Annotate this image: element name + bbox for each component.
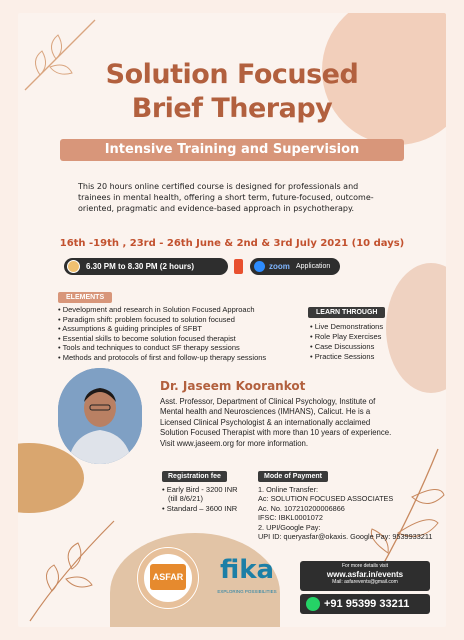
payment-line: 2. UPI/Google Pay: [258,522,321,532]
decorative-blob-right [386,263,446,393]
contact-website[interactable]: www.asfar.in/events [326,570,404,579]
contact-intro: For more details visit [341,563,389,569]
list-item: • Tools and techniques to conduct SF therapy sessions [58,343,306,353]
list-item: • Essential skills to become solution focused therapist [58,334,306,344]
course-description: This 20 hours online certified course is designed for professionals and trainees in mental health, offering a short term, future-focused, outcome-oriented, pragmatic and evidence-based approach in psychotherapy. [78,182,374,213]
session-time-text: 6.30 PM to 8.30 PM (2 hours) [86,262,195,271]
session-time [64,258,228,275]
list-item: • Role Play Exercises [310,332,383,342]
fika-logo-wordmark: fika [219,555,275,585]
contact-phone[interactable] [300,594,430,614]
speaker-name: Dr. Jaseem Koorankot [160,379,306,393]
course-title-line2: Brief Therapy [131,93,333,124]
payment-line: 1. Online Transfer: [258,485,319,494]
contact-phone-number: +91 95399 33211 [324,598,410,610]
contact-box [300,561,430,591]
list-item: • Paradigm shift: problem focused to solution focused [58,315,306,325]
zoom-camera-icon [254,261,265,272]
list-item: • Methods and protocols of first and follow-up therapy sessions [58,353,306,363]
list-item: • Practice Sessions [310,352,383,362]
payment-line: Ac: SOLUTION FOCUSED ASSOCIATES [258,494,394,504]
leaf-illustration-bottom-left [22,513,122,623]
phone-icon [234,259,243,274]
learn-through-heading: LEARN THROUGH [308,307,385,318]
speaker-photo-illustration [58,368,142,464]
speaker-bio: Asst. Professor, Department of Clinical Psychology, Institute of Mental health and Neurosciences (IMHANS), Calicut. He is a Licensed Clinical Psychologist & an internationally acclaimed Solution Focused Therapist with more than 10 years of experience. Visit www.jaseem.org for more information. [160,397,392,448]
list-item: • Development and research in Solution Focused Approach [58,305,306,315]
elements-list [58,305,306,363]
list-item: • Assumptions & guiding principles of SFBT [58,324,306,334]
registration-fee-list [162,485,254,513]
fee-standard: • Standard – 3600 INR [162,504,254,513]
clock-icon [67,260,80,273]
contact-mail[interactable]: Mail: asfarevents@gmail.com [332,579,398,585]
fika-tagline: EXPLORING POSSIBILITIES [217,589,277,594]
course-title-line1: Solution Focused [105,59,359,90]
whatsapp-icon [306,597,320,611]
learn-through-list [310,322,383,362]
platform-badge [250,258,340,275]
fee-early-bird: • Early Bird - 3200 INR [162,485,254,494]
asfar-logo-wordmark: ASFAR [150,564,186,590]
payment-line: IFSC: IBKL0001072 [258,513,323,523]
course-subtitle: Intensive Training and Supervision [60,139,404,161]
platform-name: zoom [269,262,290,271]
speaker-photo [58,368,142,464]
asfar-logo [136,546,200,610]
elements-heading: ELEMENTS [58,292,112,303]
registration-fee-heading: Registration fee [162,471,227,482]
platform-suffix: Application [296,263,331,270]
list-item: • Case Discussions [310,342,383,352]
payment-details [258,485,446,541]
fee-early-bird-note: (till 8/6/21) [168,494,204,504]
payment-line: Ac. No. 107210200006866 [258,503,345,513]
poster-card [18,13,446,627]
payment-mode-heading: Mode of Payment [258,471,328,482]
course-dates: 16th -19th , 23rd - 26th June & 2nd & 3rd July 2021 (10 days) [59,238,405,249]
list-item: • Live Demonstrations [310,322,383,332]
fika-logo [216,553,278,603]
payment-line: UPI ID: queryasfar@okaxis. Google Pay: 9539933211 [258,532,433,542]
